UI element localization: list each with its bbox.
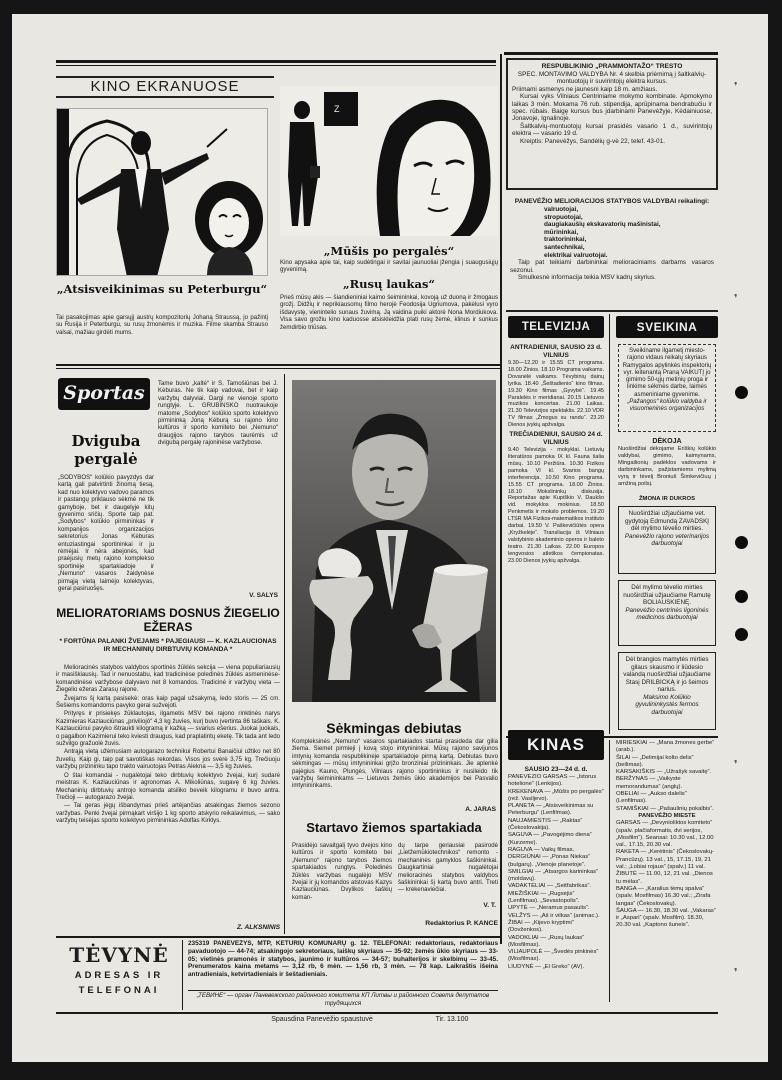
film-illustration-strauss	[56, 108, 268, 276]
kinas-item: MIRIEŠKIAI — „Mana žmones gerbe“ (arab.).	[616, 740, 715, 754]
kinas-list-right	[616, 740, 718, 1002]
kinas-item: MIEŽIŠKIAI — „Rugsėjis“ (Lenfilmas). „Sevastopolis“.	[508, 890, 580, 905]
trophy-photo	[292, 380, 496, 702]
kinas-item: DERGIŪNAI — „Ponas Niekas“ (bulgarų). „Vienoje planetoje“.	[508, 854, 591, 868]
tv-day1: ANTRADIENIUI, SAUSIO 23 d.	[510, 344, 602, 351]
kinas-item: OBELIAI — „Aukso dalelis“ (Lenfilmas).	[616, 791, 687, 805]
melioratoriams-author: Z. ALKSNINIS	[237, 924, 280, 931]
punch-hole-icon	[735, 386, 748, 399]
kinas-list-left	[508, 774, 606, 1002]
melioracijos-ad	[506, 196, 718, 312]
melioracijos-item: mūrininkai,	[544, 228, 579, 236]
kinas-item: ŽIBUTĖ — 11.00, 12, 21 val. „Dienos tu mėlas“.	[616, 871, 713, 885]
sveikina-logo	[616, 316, 718, 338]
condolence-1-text: Nuoširdžiai užjaučiame vet. gydytoją Edmundą ZAVADSKĮ dėl mylimo tėvelio mirties.	[624, 510, 710, 532]
greeting-from: „Pažangos“ kolūkio valdyba ir visuomeninės organizacijos	[627, 398, 707, 413]
kinas-item: UPYTĖ — „Neramus pasaulis“.	[508, 905, 590, 912]
punch-hole-icon	[735, 628, 748, 641]
top-rule-left	[56, 60, 496, 63]
film2-text: Kino apysaka apie tai, kaip sudėtingai ir savitai jaunuoliai įžengia į suaugusiųjų gyvenimą.	[280, 259, 498, 274]
kinas-item: RAGUVA — Vaikų filmas.	[508, 846, 575, 853]
kinas-item: SAGUVA — „Pavogėjimo diena“ (Kurzeme).	[508, 832, 592, 846]
dviguba-col1: „SODYBOS“ kolūkio pavyzdys dar kartą gali patvirtinti žinomą tiesą, kad nuo kolektyvo vadovo paramos ir pastangų priklauso sėkmė ne tik gamyboje, bet ir daugelyje kitų gyvenimo sričių. Sporte taip pat. „Sodybos“ kolūkio pirmininkas ir kompanijos organizacijos sekretorius Jonas Kėburas entuziastingai sportininkai ir ju rėmėjai. Ir nėra abejonės, kad praėjusių metų rajono komplekso sportinėje spartakiadoje ir „Nemuno“ vasaros žaidynėse pirmąją vietą laimėjo kolektyvas, gerai pasiruošęs.	[58, 474, 154, 593]
kinas-item: NAUJAMIESTIS — „Raktas“ (Čekoslovakija).	[508, 817, 583, 832]
spartakiada-col1: Prasidėjo savaitgalį tyvo dvejos kino kultūros ir sporto komiteto bei „Nemuno“ rajono tarybos žiemos spartakiados rungtys. Poledinės žūklės varžybas nugalėjo MSV žvejai ir jų komandos atstovas Kazys Kazlauciūnas. Dvylikos šaškių koman-	[292, 842, 392, 901]
kinas-item: BANGA — „Karalius tėmų spalva“ (spalv. Mosfilmas) 16.30 val.; „Zirafa langas“ (Čekoslovakų).	[616, 885, 711, 907]
column-rule-tv	[609, 314, 610, 734]
prammontazo-p1: Priimami asmenys ne jaunesni kaip 18 m. amžiaus.	[512, 85, 658, 93]
poster-sign-text: Z	[334, 104, 340, 114]
sveikina-logo-text: SVEIKINA	[636, 320, 698, 334]
kinas-item: PLANETA — „Atsisveikinimas su Peterburgu“ (Lenfilmas).	[508, 803, 594, 817]
dekoja-title: DĖKOJA	[652, 438, 682, 445]
debiutas-title: Sėkmingas debiutas	[326, 720, 462, 736]
kinas-item: PANEVĖŽIO GARSAS — „Istorus hotelione“ (Lenkijos).	[508, 774, 597, 788]
kinas-item: VADAKTĖLIAI — „Seitfabrikas“.	[508, 883, 592, 890]
man-with-trophies-icon	[292, 380, 496, 702]
kinas-item: RAKETA — „Kerėtinis“ (Čekoslovakų-Prancūzų). 13 val., 15, 17.15, 19, 21 val.; „Lobiai rojaus“ (spalv.) 11 val.	[616, 849, 715, 871]
top-rule-right	[504, 52, 718, 55]
melioracijos-p1: Taip pat teikiami darbininkai melioraciniams darbams vasaros sezonui.	[510, 259, 714, 274]
margin-mark-icon: ❜	[734, 80, 738, 93]
prammontazo-title1: RESPUBLIKINIO „PRAMMONTAŽO“ TRESTO	[541, 63, 683, 70]
melioratoriams-subtitle: * FORTŪNA PALANKI ŽVEJAMS * PAJEGIAUSI — K. KAZLAUCIONAS IR MECHANINIŲ DIRBTUVIŲ KOMANDA *	[59, 638, 277, 653]
melioracijos-item: stropuotojai,	[544, 213, 583, 221]
film3-text: Prieš mūsų akis — šiandieniniai kaimo šeimininkai, kovoją už duoną ir žmogaus grožį. Didžių ir neprikiausomų filmo herojė Feodosija Ugriumova, pakėlusi vyro išdavystę, vienintelio sunaus žuvimą. Ją vaidina puiki aktorė Nona Mordiukova. Visa savo grožiu kino kaduosse atsiskleidžia plati rusų žemė, klinus ir sunkus žemdirbio triūsas.	[280, 294, 498, 331]
margin-mark-icon: ❜	[734, 758, 738, 771]
kinas-item: BERŽYNAS — „Vaikyste memorandumas“ (anglų).	[616, 776, 683, 790]
condolence-2-from: Panevėžio centrinės ligoninės medicinos darbuotojai	[625, 606, 709, 621]
film1-text: Tai pasakojimas apie garsųjį austrų kompozitorių Johaną Straussą, jo pažintį su Rusija ir Peterburgu, su rusų žmonėmis ir muzika. Filme skamba Strauso valsai, mažiau girdėti mums.	[56, 314, 268, 336]
footer-rule	[182, 940, 183, 1010]
condolence-box-1	[618, 506, 716, 574]
strauss-drawing-icon	[57, 109, 268, 276]
dviguba-col2: Tame buvo „kaltė“ ir S. Tamošiūnas bei J. Kėburas. Ne tik kaip vadovai, bet ir kaip varžybų dalyviai. Dargi ne vienoje sporto rungtyje. L. GRUBINSKO nuotraukoje matome „Sodybos“ kolūkio sporto kolektyvo pirmininką Joną Kėburą su rajono kino kultūros ir sporto komiteto bei „Nemuno“ draugijos rajono tarybos taurėmis už dvigubą pergalę rajoninėse varžybose.	[158, 380, 278, 447]
melioratoriams-p2: Žvejams šį kartą pasisekė: oras kaip pagal užsakymą, ledo storis — 25 cm. Šešiems komandoms pavyko gerai sužvejoti.	[56, 694, 280, 710]
prammontazo-p4: Kreiptis: Panevėžys, Sandėlių g-vė 22, telef. 43-01.	[520, 137, 665, 145]
melioracijos-item: santechnikai,	[544, 243, 585, 251]
section-rule	[56, 364, 500, 366]
debiutas-author: A. JARAS	[465, 806, 496, 813]
condolence-box-3	[618, 652, 716, 730]
kinas-item: STAMIŠKIAI — „Pašaulinių pokalbis“.	[616, 805, 714, 812]
condolence-2-text: Dėl mylimo tėvelio mirties nuoširdžiai užjaučiame Ramutę BOLIAUSKIENĘ.	[623, 584, 711, 606]
punch-hole-icon	[735, 536, 748, 549]
melioratoriams-title: MELIORATORIAMS DOSNUS ŽIEGELIO EŽERAS	[56, 606, 280, 634]
melioratoriams-p1: Melioracinės statybos valdybos sportinės žūklės sekcija — viena populiariausių ir masiškiausių. Tad ir nenuostabu, kad tradicinėse poledinės žūklės asmeninėse-komandinėse varžybose dalyvavo net 8 komandos. Tradicinė ir varžybų vieta — Žiegelio ežeras Zarasų rajone.	[56, 664, 280, 694]
margin-mark-icon: ❜	[734, 966, 738, 979]
condolence-box-2	[618, 580, 716, 646]
melioracijos-title: PANEVĖŽIO MELIORACIJOS STATYBOS VALDYBAI reikalingi:	[514, 198, 710, 205]
kinas-logo-text: KINAS	[527, 735, 585, 754]
footer-mid-rule	[188, 990, 498, 991]
kino-ekranuose-title: KINO EKRANUOSE	[90, 78, 240, 95]
kinas-item: KREKENAVA — „Mūšis po pergalės“ (rež. Vasiljevo).	[508, 788, 604, 802]
footer-russian: „ТЕВИНЕ“ — орган Паневежского районного комитета КП Литвы и районного Совета депутатов трудящихся	[196, 992, 490, 1007]
section-rule-thin	[56, 368, 500, 369]
film-illustration-musis	[280, 86, 498, 236]
film2-title: „Mūšis po pergalės“	[323, 244, 455, 258]
melioratoriams-p5: O štai komandai - nugalėtojai teko dirbtuvių kolektyvo žvejai, kurį sudarė meistras K. Kazlauciūnas ir agronomas A. Mikoliūnas, sugavę 6 kg žuvies. Mechaninių dirbtuvių antrojo komanda atsiliko beveik kilogramu ir buvo antra. Trečioji — autogarazo žvejai.	[56, 771, 280, 801]
melioracijos-item: elektrikai valruotojai.	[544, 251, 608, 259]
top-rule-left-thin	[56, 65, 496, 66]
film1-title: „Atsisveikinimas su Peterburgu“	[56, 282, 268, 296]
kinas-item: VILIAUPOLĖ — „Švedės pinkinės“ (Mosfilmas).	[508, 949, 599, 963]
kinas-item: KARSAKIŠKIS — „Užrašyk savaitę“.	[616, 769, 712, 776]
column-rule-left	[284, 374, 285, 934]
tevyne-block	[60, 942, 178, 1008]
condolence-3-from: Maksimo Kolūkio gyvulininkystės fermos darbuotojai	[635, 693, 699, 716]
column-rule-right	[500, 54, 502, 944]
melioratoriams-p6: — Tai geras jėgų išbandymas prieš artėjančias atsakingas žiemos sezono varžybas. Penki žvejai pirmąkart viršijo 1 kg sporto atskyrio reikalavimus, — sako varžybų teisėjas sporto kolektyvo pirmininkas Adolfas Kirklys.	[56, 802, 280, 825]
dviguba-pergale-title: Dviguba pergalė	[71, 432, 141, 468]
musis-drawing-icon	[280, 86, 498, 236]
melioratoriams-p4: Antrąją vietą užėmusiam autogarazo technikui Robertui Banaičiui užtiko net 80 žuvelių. Kaip gi, taip pat savotiškas rekordas. Visos jos svėrė 3,75 kg. Trečiuoju varžybų prizininku tapo trakto vairuotojas Petras Alekna — 3,5 kg žuvies.	[56, 748, 280, 771]
printer: Spausdina Panevėžio spaustuvė	[271, 1016, 373, 1023]
footer-bottom-rule	[56, 1012, 718, 1014]
televizija-logo	[508, 316, 604, 338]
tevyne-logo: TĖVYNĖ	[69, 943, 169, 967]
dekoja-from: ŽMONA IR DUKROS	[638, 496, 696, 502]
dviguba-author: V. SALYS	[249, 592, 278, 599]
televizija-program	[508, 342, 604, 734]
prammontazo-p3: Šaltkalvių-montuotojų kursai prasidės vasario 1 d., suvirintojų elektra — vasario 19 d.	[512, 122, 712, 138]
melioracijos-items	[510, 206, 714, 259]
greeting-box	[618, 344, 716, 432]
tv-city1: VILNIUS	[543, 352, 569, 359]
editor-line: Redaktorius P. KANCE	[425, 920, 498, 927]
sportas-logo	[58, 378, 150, 410]
spartakiada-author: V. T.	[483, 902, 496, 909]
prammontazo-p2: Kursai vyks Vilniaus Centriniame mokymo kombinate. Apmokymo laikas 3 mėn. Mokama 76 rub. stipendija, aprūpinama bendrabučiu ir spec. rūbais. Baigę kursus bus įdarbinami Panevėžyje, Kėdainiuose, Jonavoje, Ignalinoje.	[512, 93, 712, 123]
kinas-item: SMILGIAI — „Atsargos karininkas“ (moldavų).	[508, 868, 599, 883]
melioracijos-item: valruotojai,	[544, 206, 579, 213]
newspaper-page	[12, 14, 768, 1062]
condolence-1-from: Panevėžio rajono veterinarijos darbuotojai	[624, 532, 710, 547]
melioratoriams-body	[56, 664, 280, 924]
prammontazo-ad	[506, 58, 718, 190]
tv-day2: TREČIADIENIUI, SAUSIO 24 d.	[509, 431, 603, 439]
melioracijos-p2: Smulkesnė informacija teikia MSV kadrų skyrius.	[518, 273, 656, 281]
film3-title: „Rusų laukas“	[342, 277, 436, 291]
kinas-item: ŠAUGA — 16.30, 18.30 val. „Vakaras“ ir „Aspari“ (spalv. Mosfilm). 18.30, 20.30 val. „Kaptono šuneis“.	[616, 907, 716, 929]
melioracijos-item: traktorininkai,	[544, 236, 587, 244]
kinas-logo	[508, 730, 604, 760]
kinas-item: PANEVĖŽIO MIESTE	[638, 812, 696, 819]
punch-hole-icon	[735, 590, 748, 603]
tv-prog1: 9.30—12.20 ir 15.55 CT programa. 18.00 Žinios. 18.10 Programa vaikams. Dovanėlė vaikams. Tėvybinių dainų lyrika. 18.40 „Šeštadienio“ kino filmas. 19.30 Kino filmas „Gyvybė“. 19.45 Paralelės ir meridianai. 20.15 Lietuvos muzikos koncertas. 21.00 Laikas. 21.30 Televizijos spektaklis. 22.10 VDR TV filmas „Žmogus su randu“. 23.20 Dienos įvykių apžvalga.	[508, 360, 604, 429]
footer-top-rule	[56, 936, 500, 938]
kinas-item: VADOKLIAI — „Rusų laukas“ (Mosfilmas).	[508, 934, 585, 948]
melioratoriams-p3: Prityręs ir prisiekęs žūklautojas, ilgametis MSV bei rajono rinktinės narys Kazimieras Kazlauciūnas „priviliojó“ 4,3 kg žuvies, kurį buvo įvertinta 86 taškais. K. Kazlauciūnui pavyko ištraukti kilogramą ir kažką — svarius ešerius. Juokai juokais, o pagalbon Kazimierui teko kviesti draugus, kad praplatintų eketę. Tik tada ant ledo sužvilgo gražuolė žuvis.	[56, 710, 280, 748]
adresas-label: ADRESAS IR TELEFONAI	[74, 970, 164, 996]
tiraz: Tir. 13.100	[435, 1016, 469, 1023]
prammontazo-title2: SPEC. MONTAVIMO VALDYBA Nr. 4 skelbia priėmimą į šaltkalvių-montuotojų ir suvirintojų elektra kursus.	[517, 71, 707, 86]
footer-address: 235319 PANEVĖŽYS, MTP, KETURIŲ KOMUNARŲ g. 12. TELEFONAI: redaktoriaus, redaktoriaus pavaduotojo — 44-74; atsakingojo sekretoriaus, laiškų skyriaus — 35-92; žemės ūkio skyriaus — 33-05; vietinės pramonės ir statybos, jaunimo ir kultūros — 34-57; buhalterijos ir skelbimų — 33-45. Prenumeratos kaina metams — 3,12 rb, 6 mėn. — 1,56 rb, 3 mėn. — 78 kap. Laikraštis išeina antradieniais, ketvirtadieniais ir šeštadieniais.	[188, 940, 498, 979]
debiutas-text: Kompleksinės „Nemuno“ vasaros spartakiados startai prasideda dar gilia žiema. Siemet pirmieji į kovą stojo imtynininkai. Mūsų rajono savijunos imtynių komanda respublikinėje spartakiadoje pirmą kartą. Debiutas buvo sėkmingas — mūsų imtynininkai grįžo bronziniai prizininkais. Jie aplenkė pajėgius Kauno, Plungės, Vilniaus rajono sportininkus ir nusileido tik varžybų šeimininkams — Lietuvos žemės ūkio akademijos bei Pasvalio imtynininkams.	[292, 738, 498, 790]
kinas-item: ŽIBAI — „Kijevo kryptimi“ (Dovženkos).	[508, 919, 574, 934]
margin-mark-icon: ❜	[734, 292, 738, 305]
tv-city2: VILNIUS	[543, 439, 569, 447]
kinas-item: ŠILAI — „Delimijai kolto delis“ (beilimas).	[616, 754, 694, 768]
sportas-logo-text: Sportas	[63, 382, 145, 404]
spartakiada-col2: dų tarpe geriausiai pasirodė „Lietžemūkiotechnikos“ remonto - mechaninės gamyklos šaškininkai. Daugkartiniai nugalėtojai melioracinės statybos valdybos šaškininkai šį kartą buvo antri. Treti — krekenaviečiai.	[398, 842, 498, 894]
televizija-logo-text: TELEVIZIJA	[521, 321, 591, 333]
melioracijos-item: daugiakaušių ekskavatorių mašinistai,	[544, 221, 661, 229]
spartakiada-title: Startavo žiemos spartakiada	[306, 820, 482, 835]
tv-prog2: 9.40 Televizija - mokyklai. Lietuvių literatūros pamoka IX kl. Fauna šalia mūsų. 10.10 Peržiūra. 10.30 Fizikos pamoka VI kl. Svarios bangų interferencija. 10.50 Kino programa. 15.55 CT programa. 18.00 Žinios. 18.10 Mokslininkų diskusija. Reportažas apie Kupiškio V. Daukšo vid. mokyklos mokinius. 18.50 Penkmetis ir mokslo problemos. 19.20 LTSR MA Fizikos-matematikos instituto darbai. 19.50 V. Paškevičiūtės opera „Kryžkelėje“. Transliacija iš Vilniaus valstybinio akademinio operos ir baleto teatro. 21.30 Laikas. 22.00 Europos lengvosios atletikos čempionatas. 23.00 Dienos įvykių apžvalga.	[508, 447, 604, 564]
kinas-item: GARSAS — „Devynioliktos komiteto“ (spalv. plačiaformatis, dvi serijos, „Mosfilm“). Seansai: 10.30 val., 12.00 val., 17.15, 20.30 val.	[616, 820, 714, 849]
kino-ekranuose-header	[56, 76, 274, 98]
greeting-text: Sveikiname ilgametį miesto-rajono vidaus reikalų skyriaus Ramygalos apylinkės inspektorių vyr. leitenantą Praną VAIKUTĮ jo gimimo 50-ųjų metinių proga ir linkime sėkmės darbe, laimės asmeniniame gyvenime.	[622, 347, 712, 398]
kinas-dates: SAUSIO 23—24 d. d.	[524, 766, 588, 773]
dekoja-text: Nuoširdžiai dėkojame Eriškių kolūkio valdybai, gimimo, kaimynams, Mingailionių padėklos vadovams ir darbininkams, pažįstamiems mylimą vyrą ir tėvelį Broniuš Šimkevičiuų į amžiną poilsį.	[618, 446, 716, 487]
condolence-3-text: Dėl brangios mamytės mirties gilaus skausmo ir liūdesio valandą nuoširdžiai užjaučiame Stasį DRILBICKĄ ir jo šeimos narius.	[623, 656, 711, 693]
kinas-item: LIUDYNĖ — „El Greko“ (AV).	[508, 963, 585, 970]
column-rule-kinas	[609, 740, 610, 1002]
kinas-item: VELŽYS — „Aš ir vilkas“ (animac.).	[508, 912, 600, 919]
